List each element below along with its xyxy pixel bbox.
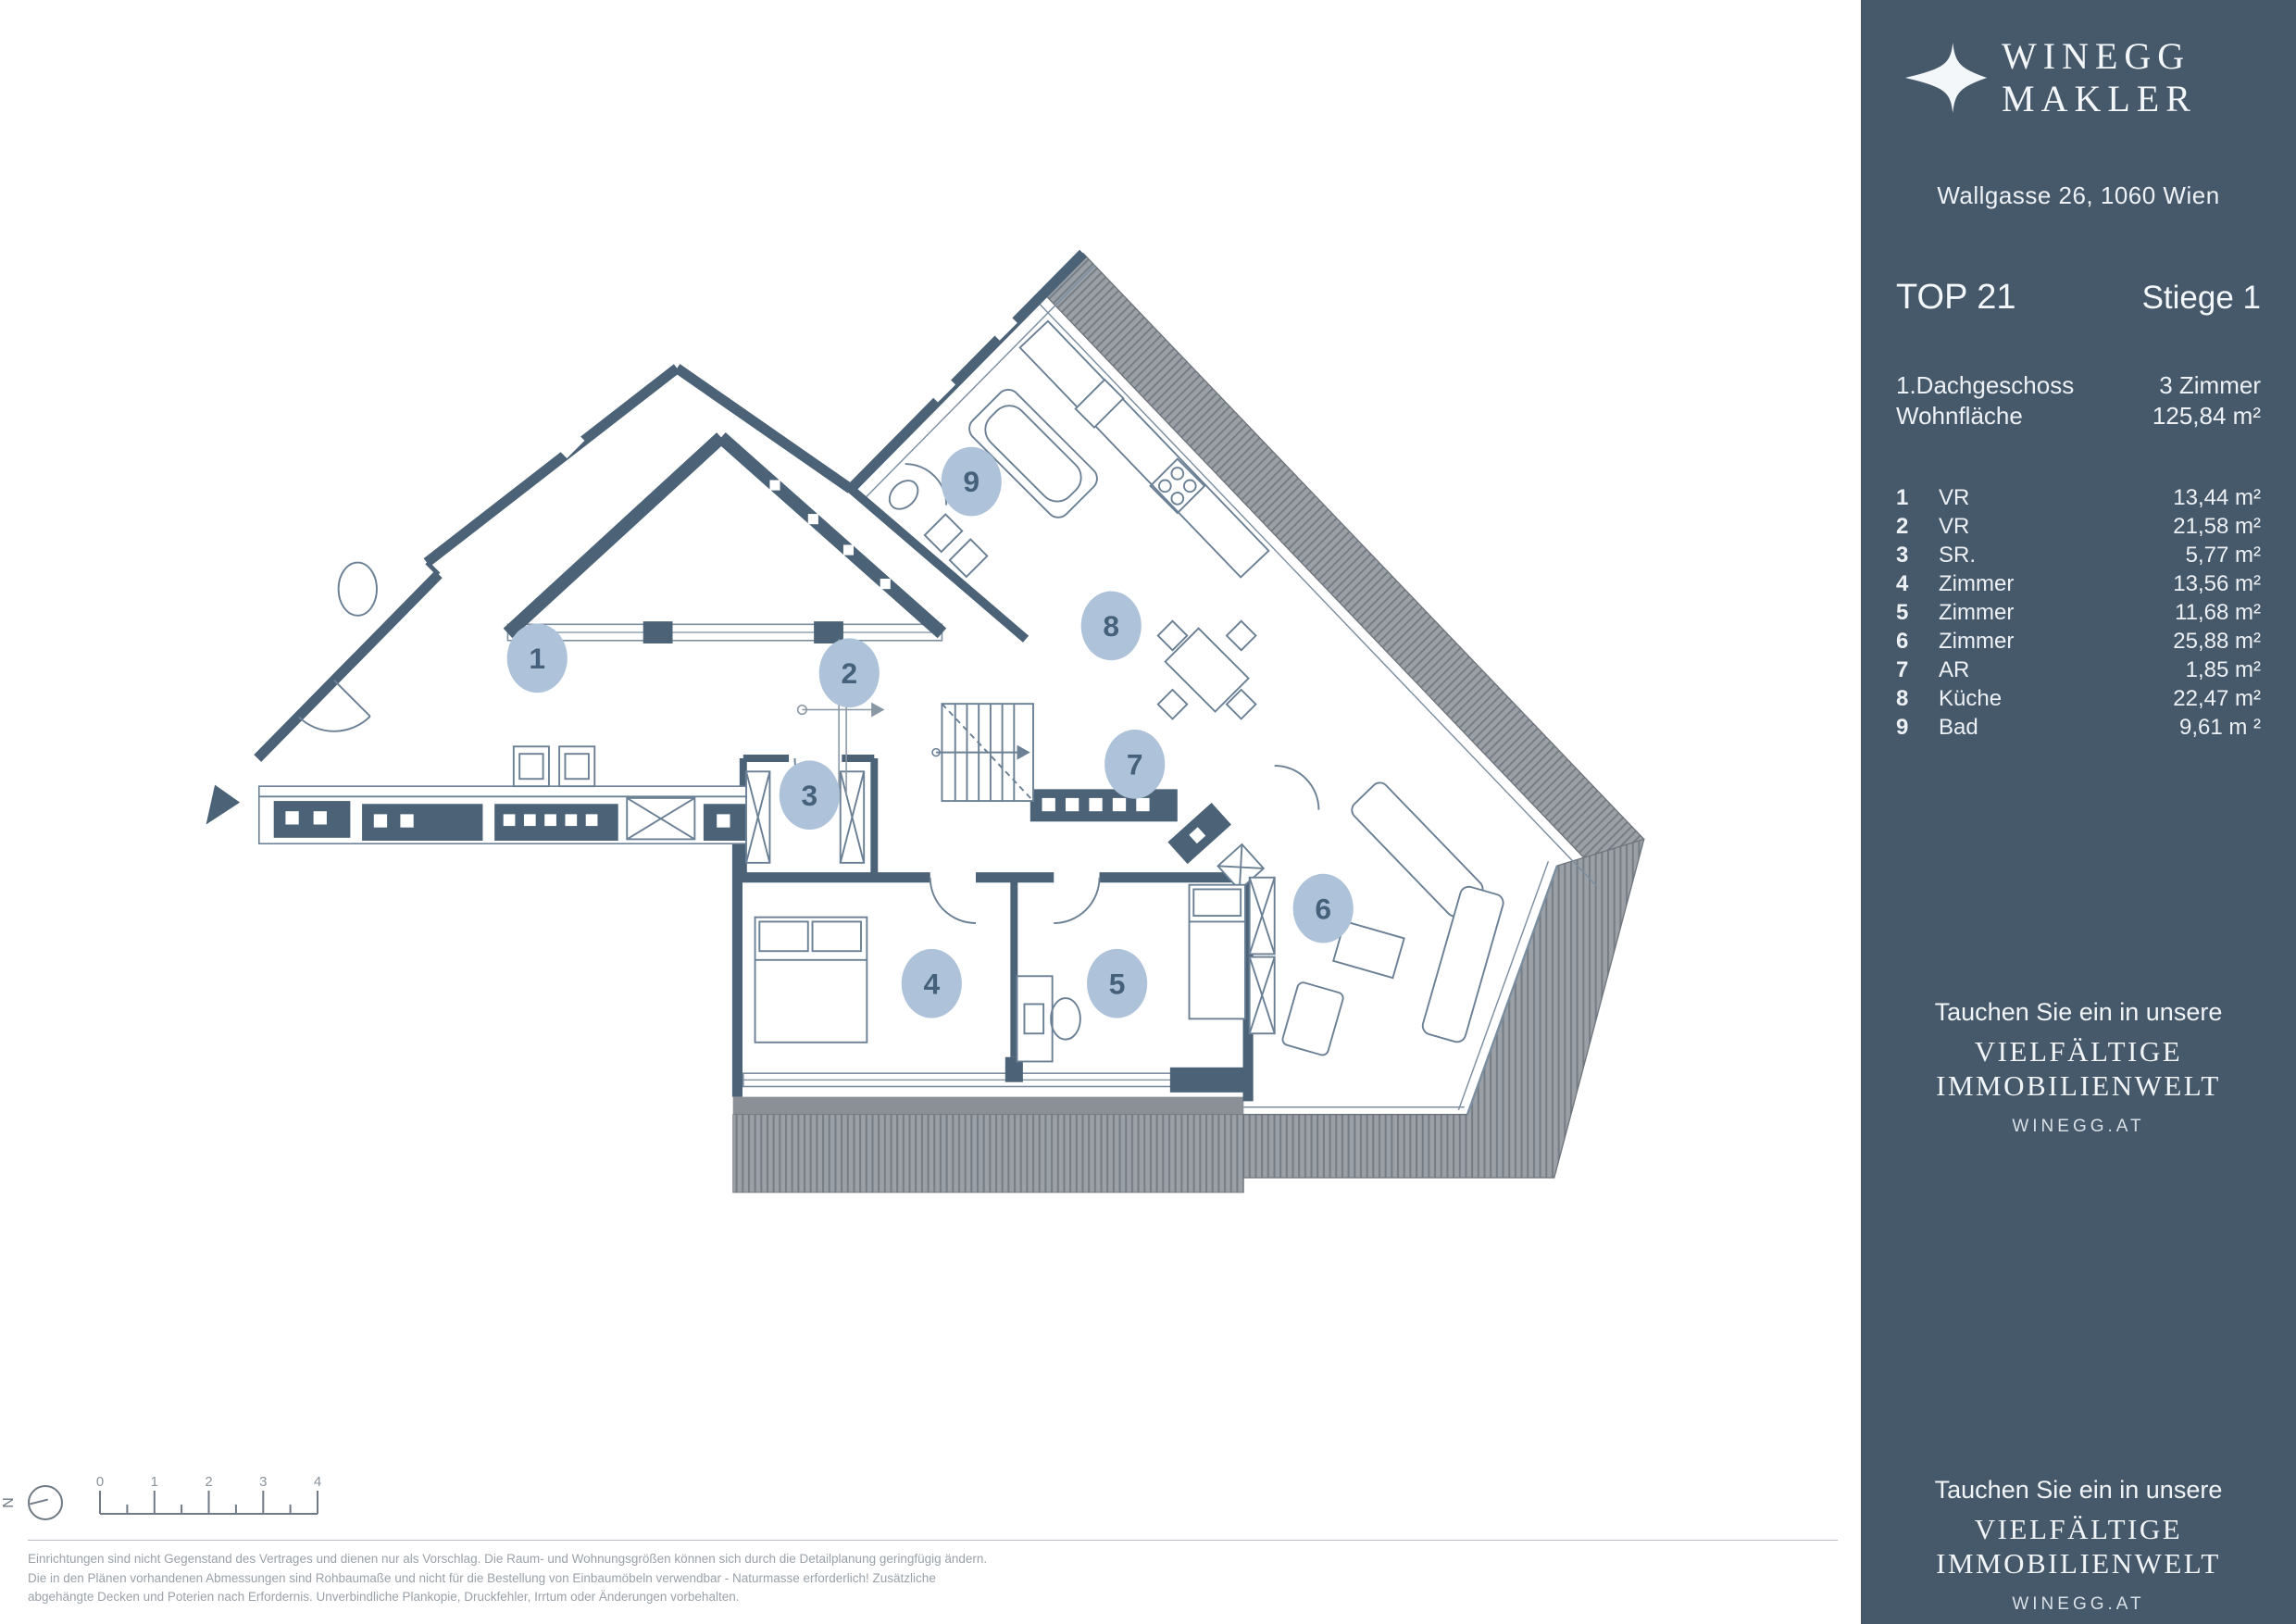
room-number: 2 — [1896, 514, 1909, 539]
north-arrow-icon — [28, 1485, 63, 1520]
room-list-row — [1896, 512, 2261, 541]
room-list-row — [1896, 656, 2261, 684]
scale-label: 1 — [150, 1474, 158, 1490]
promo-website: WINEGG.AT — [2012, 1594, 2145, 1614]
svg-text:9: 9 — [963, 465, 980, 499]
property-address: Wallgasse 26, 1060 Wien — [1937, 181, 2220, 209]
room-marker-9 — [942, 447, 1002, 517]
room-list-row — [1896, 483, 2261, 512]
svg-text:7: 7 — [1126, 747, 1143, 781]
room-marker-8 — [1081, 592, 1142, 661]
room-number: 4 — [1896, 571, 1909, 596]
promo-title-line2: IMMOBILIENWELT — [1936, 1547, 2221, 1580]
staircase — [932, 704, 1033, 801]
room-area: 22,47 m² — [2173, 686, 2261, 711]
balcony-hatch — [733, 1097, 1244, 1193]
promo-intro: Tauchen Sie ein in unsere — [1934, 1476, 2223, 1504]
promo-intro: Tauchen Sie ein in unsere — [1934, 998, 2223, 1026]
room-label: Zimmer — [1939, 629, 2015, 654]
room-marker-5 — [1087, 949, 1147, 1018]
room-area: 1,85 m² — [2185, 657, 2261, 682]
rooms-count: 3 Zimmer — [2159, 371, 2261, 399]
promo-title-line2: IMMOBILIENWELT — [1936, 1069, 2221, 1102]
svg-text:4: 4 — [923, 967, 941, 1001]
disclaimer-line: Die in den Plänen vorhandenen Abmessungen sind Rohbaumaße und nicht für die Bestellung von Einbaumöbeln verwendbar - Naturmasse erforderlich! Zusätzliche — [28, 1570, 936, 1585]
room-label: Zimmer — [1939, 600, 2015, 625]
room-list-row — [1896, 598, 2261, 627]
disclaimer — [28, 1550, 1602, 1607]
room-marker-7 — [1104, 730, 1165, 799]
room-list-row — [1896, 713, 2261, 742]
room-list-row — [1896, 627, 2261, 656]
room-label: Küche — [1939, 686, 2003, 711]
promo-title-line1: VIELFÄLTIGE — [1974, 1035, 2183, 1068]
footer-divider — [28, 1540, 1838, 1541]
room-area: 11,68 m² — [2175, 600, 2261, 625]
room-number: 8 — [1896, 686, 1909, 711]
room-label: Bad — [1939, 715, 1978, 740]
room-label: SR. — [1939, 543, 1977, 568]
room-list — [1896, 483, 2261, 742]
room-area: 25,88 m² — [2173, 629, 2261, 654]
scale-label: 2 — [205, 1474, 213, 1490]
svg-text:2: 2 — [841, 656, 858, 690]
room-area: 13,56 m² — [2173, 571, 2261, 596]
star-icon — [1905, 35, 1987, 120]
area-value: 125,84 m² — [2152, 402, 2261, 430]
room-marker-4 — [902, 949, 962, 1018]
room-area: 21,58 m² — [2173, 514, 2261, 539]
brand-line2: MAKLER — [2002, 78, 2197, 119]
room-label: VR — [1939, 514, 1970, 539]
promo-title-line1: VIELFÄLTIGE — [1974, 1513, 2183, 1545]
promo-block — [1861, 1476, 2296, 1615]
room-list-row — [1896, 569, 2261, 598]
room-label: VR — [1939, 485, 1970, 510]
floor-label: 1.Dachgeschoss — [1896, 371, 2075, 399]
entrance-arrow-icon — [206, 785, 241, 825]
scale-bar — [93, 1474, 326, 1518]
room-number: 6 — [1896, 629, 1909, 654]
north-letter: N — [0, 1497, 17, 1508]
scale-label: 0 — [95, 1474, 105, 1490]
staircase-number: Stiege 1 — [2141, 280, 2261, 316]
unit-meta — [1896, 370, 2261, 431]
door-arcs — [299, 464, 1319, 923]
promo-website: WINEGG.AT — [2012, 1117, 2145, 1136]
promo-block — [1861, 998, 2296, 1137]
room-number: 3 — [1896, 543, 1909, 568]
disclaimer-line: abgehängte Decken und Poterien nach Erfordernis. Unverbindliche Plankopie, Druckfehler, Irrtum oder Änderungen vorbehalten. — [28, 1590, 740, 1604]
room-number: 5 — [1896, 600, 1909, 625]
room-area: 9,61 m ² — [2178, 715, 2261, 740]
room-number: 7 — [1896, 657, 1909, 682]
svg-text:3: 3 — [801, 778, 818, 812]
room-area: 5,77 m² — [2185, 543, 2261, 568]
info-sidebar — [1861, 0, 2296, 1624]
room-list-row — [1896, 541, 2261, 569]
room-marker-6 — [1293, 874, 1354, 943]
room-label: AR — [1939, 657, 1970, 682]
unit-number: TOP 21 — [1896, 278, 2016, 317]
left-wing-band — [259, 786, 749, 843]
area-label: Wohnfläche — [1896, 402, 2023, 430]
svg-text:8: 8 — [1103, 609, 1120, 643]
scale-label: 3 — [259, 1474, 268, 1490]
room-number: 9 — [1896, 715, 1909, 740]
room-number: 1 — [1896, 485, 1909, 510]
room-label: Zimmer — [1939, 571, 2015, 596]
svg-text:1: 1 — [529, 642, 546, 675]
room-list-row — [1896, 684, 2261, 713]
room-area: 13,44 m² — [2173, 485, 2261, 510]
disclaimer-line: Einrichtungen sind nicht Gegenstand des Vertrages und dienen nur als Vorschlag. Die Raum- und Wohnungsgrößen können sich durch die Detailplanung geringfügig ändern. — [28, 1552, 988, 1566]
room-marker-2 — [819, 638, 880, 707]
svg-text:5: 5 — [1108, 967, 1126, 1001]
brand-line1: WINEGG — [2002, 35, 2191, 77]
room-marker-1 — [507, 624, 568, 693]
scale-label: 4 — [313, 1474, 322, 1490]
svg-text:6: 6 — [1315, 892, 1332, 926]
furniture — [339, 321, 1505, 1062]
brand-logo — [1905, 35, 2197, 120]
room-marker-3 — [780, 760, 840, 830]
